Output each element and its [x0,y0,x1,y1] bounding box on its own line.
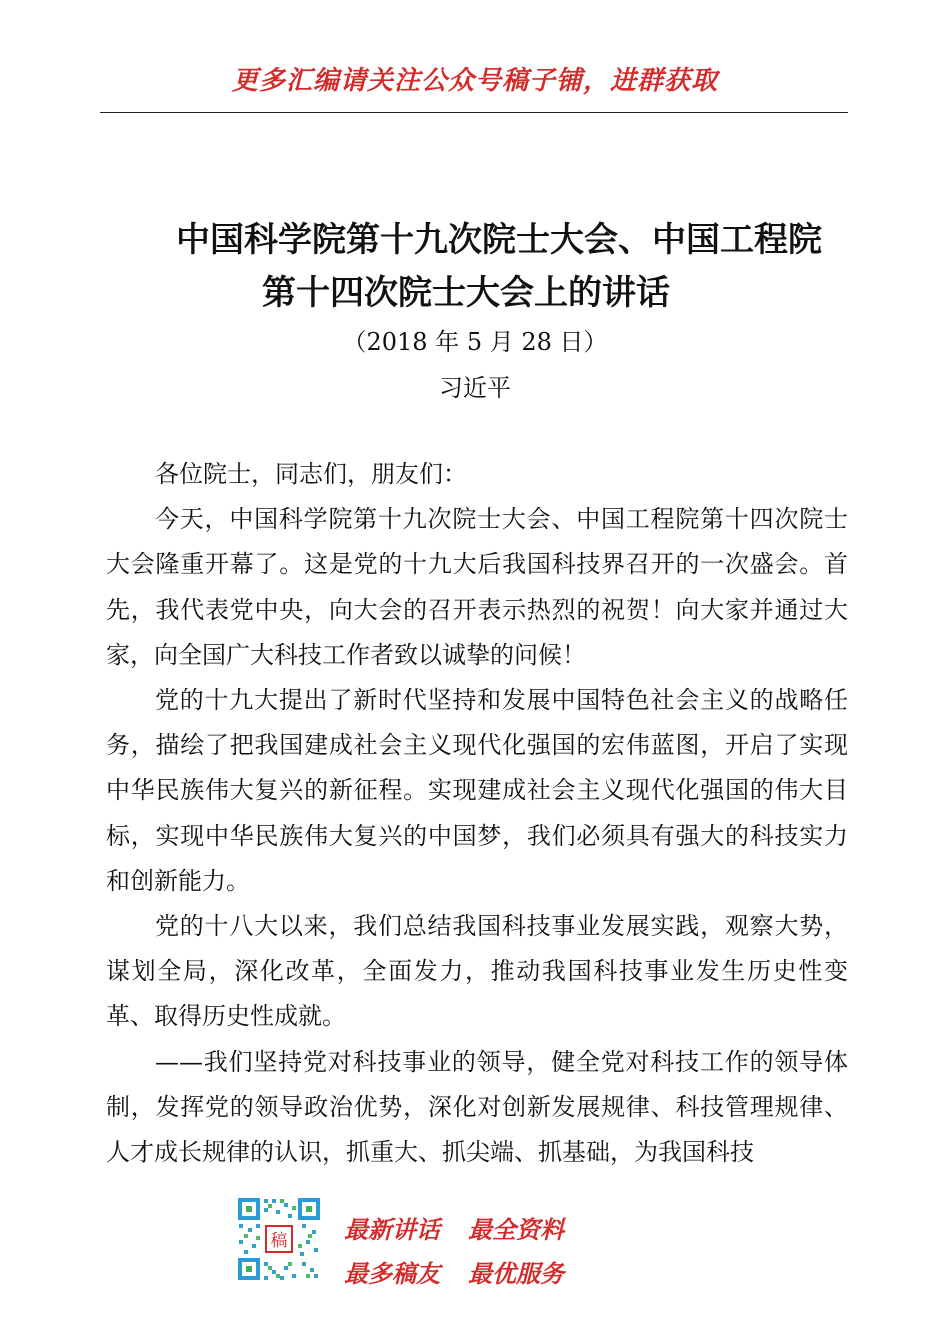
speech-title-line-1: 中国科学院第十九次院士大会、中国工程院 [176,220,822,260]
paragraph: 今天，中国科学院第十九次院士大会、中国工程院第十四次院士大会隆重开幕了。这是党的十九大后我国科技界召开的一次盛会。首先，我代表党中央，向大会的召开表示热烈的祝贺！向大家并通过大家，向全国广大科技工作者致以诚挚的问候！ [106,505,848,669]
footer-slogans [344,1208,592,1296]
slogan: 最多稿友 [344,1260,440,1288]
slogan: 最新讲话 [344,1216,440,1244]
svg-text:稿: 稿 [270,1231,288,1251]
slogan: 最全资料 [468,1216,564,1244]
speech-body [106,452,848,1175]
slogan: 最优服务 [468,1260,564,1288]
header-divider [100,112,848,113]
speech-date: （2018 年 5 月 28 日） [342,328,608,356]
paragraph: 党的十九大提出了新时代坚持和发展中国特色社会主义的战略任务，描绘了把我国建成社会主义现代化强国的宏伟蓝图，开启了实现中华民族伟大复兴的新征程。实现建成社会主义现代化强国的伟大目标，实现中华民族伟大复兴的中国梦，我们必须具有强大的科技实力和创新能力。 [106,686,848,895]
salutation: 各位院士，同志们，朋友们： [155,460,467,488]
speech-title-line-2: 第十四次院士大会上的讲话 [262,273,670,313]
speech-author: 习近平 [439,374,511,402]
paragraph: ——我们坚持党对科技事业的领导，健全党对科技工作的领导体制，发挥党的领导政治优势，深化对创新发展规律、科技管理规律、人才成长规律的认识，抓重大、抓尖端、抓基础，为我国科技 [106,1047,848,1167]
header-banner: 更多汇编请关注公众号稿子铺，进群获取 [231,66,718,96]
paragraph: 党的十八大以来，我们总结我国科技事业发展实践，观察大势，谋划全局，深化改革，全面发力，推动我国科技事业发生历史性变革、取得历史性成就。 [106,912,848,1031]
qr-code-icon [236,1196,322,1282]
